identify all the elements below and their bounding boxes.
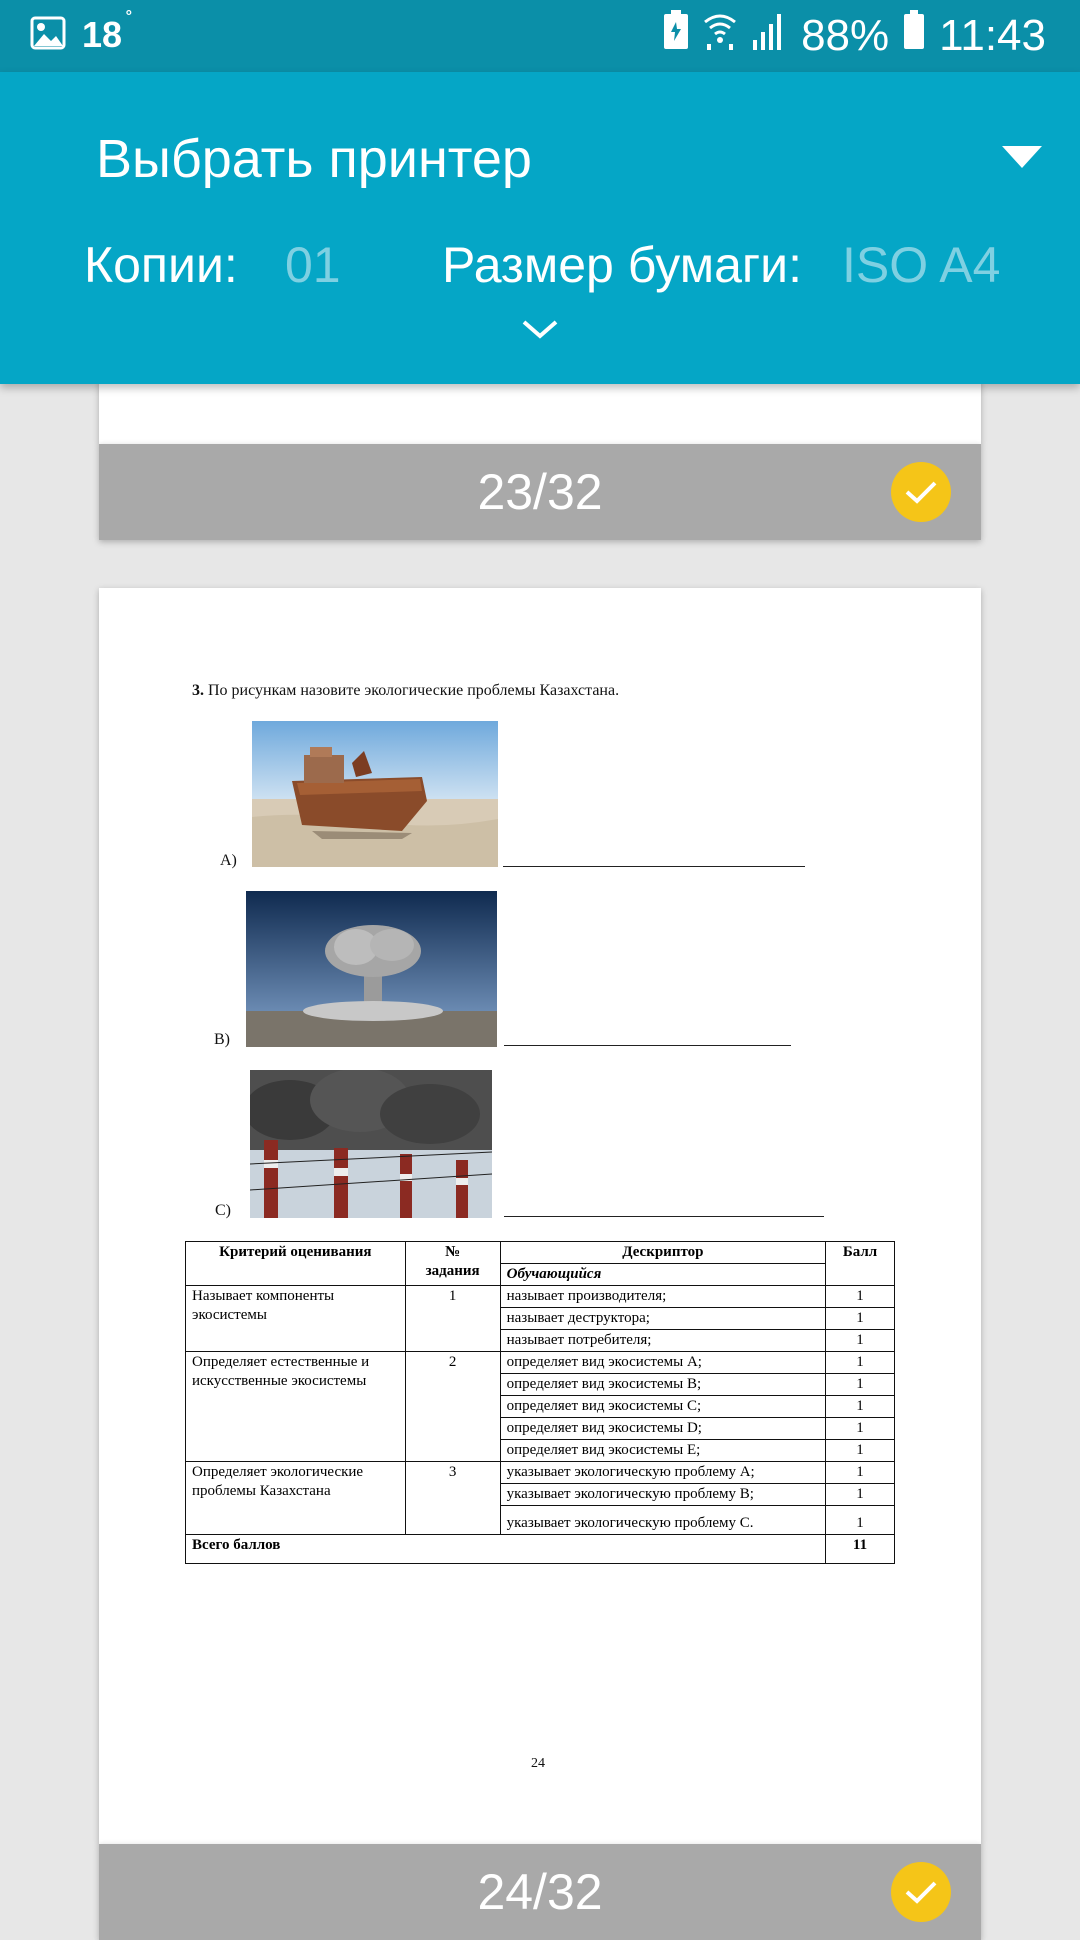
points-cell: 1 [826,1484,895,1506]
descriptor-cell: указывает экологическую проблему C. [500,1506,825,1535]
criterion-cell: Называет компоненты экосистемы [186,1286,406,1352]
points-cell: 1 [826,1330,895,1352]
copies-label: Копии: [84,237,238,293]
total-value: 11 [826,1535,895,1564]
header-points: Балл [826,1242,895,1286]
clock: 11:43 [939,10,1046,60]
assessment-criteria-table [185,1241,895,1564]
points-cell: 1 [826,1440,895,1462]
gallery-icon [30,16,66,55]
document-page-number: 24 [531,1756,545,1771]
option-label-c: C) [215,1202,231,1219]
copies-field[interactable]: 01 [285,237,341,293]
descriptor-cell: называет деструктора; [500,1308,825,1330]
criterion-cell: Определяет естественные и искусственные экосистемы [186,1352,406,1462]
points-cell: 1 [826,1352,895,1374]
task-number-cell: 2 [405,1352,500,1462]
answer-line-c [504,1216,824,1217]
option-label-b: B) [214,1031,230,1048]
descriptor-cell: называет потребителя; [500,1330,825,1352]
header-learner: Обучающийся [500,1264,825,1286]
dropdown-arrow-icon[interactable] [1002,146,1042,168]
points-cell: 1 [826,1374,895,1396]
battery-saver-icon [663,10,689,61]
temperature: 18 ° [82,8,133,55]
header-task-number: № задания [405,1242,500,1286]
status-bar [0,0,1080,72]
photo-smokestacks [250,1070,492,1218]
option-label-a: A) [220,852,237,869]
points-cell: 1 [826,1286,895,1308]
page-preview-23[interactable] [99,380,981,444]
page-selected-check-icon[interactable] [891,462,951,522]
descriptor-cell: определяет вид экосистемы E; [500,1440,825,1462]
battery-percent: 88% [801,10,890,60]
paper-size-label: Размер бумаги: [442,237,802,293]
answer-line-b [504,1045,791,1046]
points-cell: 1 [826,1462,895,1484]
page-indicator: 23/32 [477,464,603,520]
expand-options-icon[interactable] [520,318,560,347]
task-number-cell: 1 [405,1286,500,1352]
photo-aral-ship [252,721,498,867]
photo-nuclear-test [246,891,497,1047]
descriptor-cell: определяет вид экосистемы A; [500,1352,825,1374]
total-row [186,1535,895,1564]
page-indicator: 24/32 [477,1864,603,1920]
descriptor-cell: определяет вид экосистемы D; [500,1418,825,1440]
points-cell: 1 [826,1308,895,1330]
criterion-cell: Определяет экологические проблемы Казахстана [186,1462,406,1535]
descriptor-cell: указывает экологическую проблему B; [500,1484,825,1506]
descriptor-cell: называет производителя; [500,1286,825,1308]
table-row [186,1352,895,1374]
question-text: 3. По рисункам назовите экологические проблемы Казахстана. [192,682,620,699]
task-number-cell: 3 [405,1462,500,1535]
total-label: Всего баллов [186,1535,826,1564]
battery-icon [903,10,925,61]
page-footer-23[interactable] [99,444,981,540]
descriptor-cell: определяет вид экосистемы B; [500,1374,825,1396]
table-row [186,1462,895,1484]
header-criterion: Критерий оценивания [186,1242,406,1286]
descriptor-cell: определяет вид экосистемы C; [500,1396,825,1418]
header-descriptor: Дескриптор [500,1242,825,1264]
paper-size-select[interactable]: ISO A4 [842,237,1001,293]
points-cell: 1 [826,1396,895,1418]
printer-select[interactable]: Выбрать принтер [96,129,532,189]
descriptor-cell: указывает экологическую проблему A; [500,1462,825,1484]
page-footer-24[interactable] [99,1844,981,1940]
table-row [186,1286,895,1308]
wifi-icon [703,10,737,61]
points-cell: 1 [826,1506,895,1535]
page-selected-check-icon[interactable] [891,1862,951,1922]
print-options-bar [0,72,1080,384]
signal-icon [751,11,787,61]
points-cell: 1 [826,1418,895,1440]
answer-line-a [503,866,805,867]
